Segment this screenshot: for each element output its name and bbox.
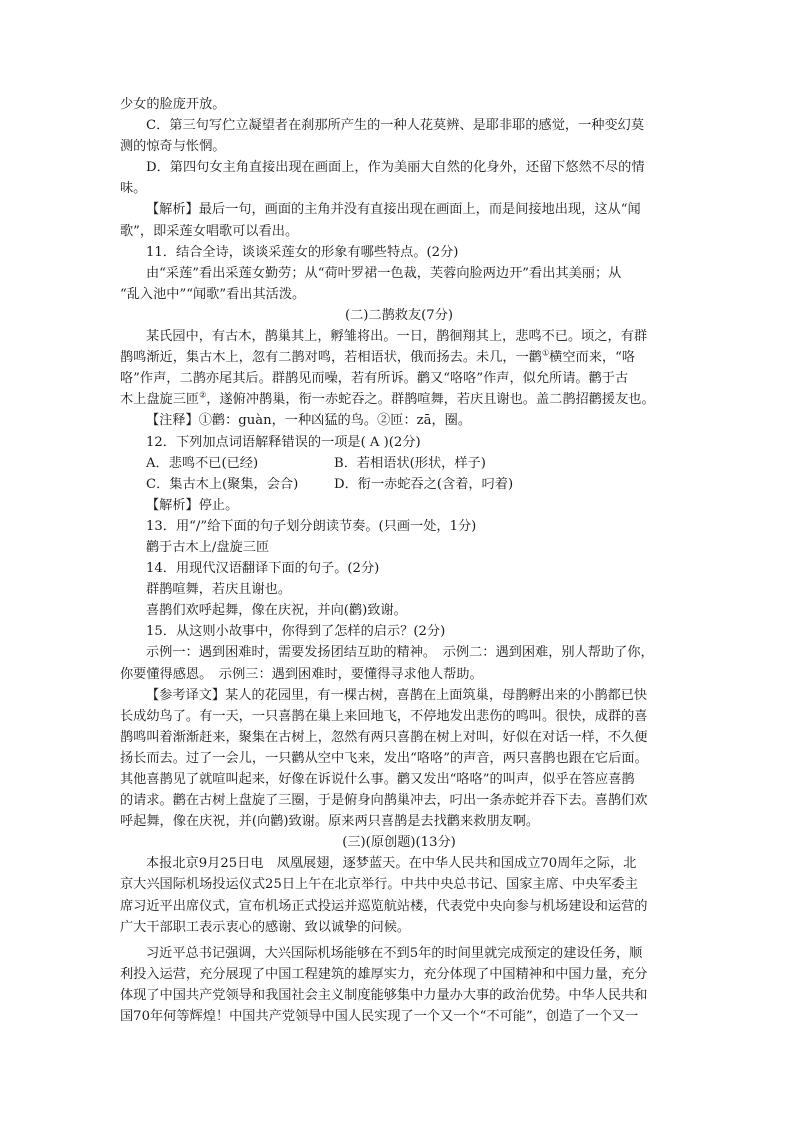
text-segment: 鹊鸣渐近，集古木上，忽有二鹊对鸣，若相语状，俄而扬去。未几，一鹳: [120, 350, 542, 366]
text-line: 测的惊奇与怅惘。: [120, 139, 226, 155]
option-d: D．衔一赤蛇吞之(含着，叼着): [334, 476, 514, 492]
section-title-3: (三)(原创题)(13分): [342, 835, 456, 851]
options-row: [120, 453, 678, 474]
text-line: [120, 347, 678, 368]
question-14: 14．用现代汉语翻译下面的句子。(2分): [146, 561, 380, 577]
text-line: 国70年何等辉煌！中国共产党领导中国人民实现了一个又一个“不可能”，创造了一个又一: [120, 1009, 639, 1025]
answer-13: 鹳于古木上/盘旋三匝: [146, 539, 270, 555]
classical-text: 某氏园中，有古木，鹊巢其上，孵雏将出。一日，鹊徊翔其上，悲鸣不已。顷之，有群: [146, 329, 648, 345]
question-11: 11．结合全诗，谈谈采莲女的形象有哪些特点。(2分): [146, 244, 459, 260]
reference-translation: 【参考译文】某人的花园里，有一棵古树，喜鹊在上面筑巢，母鹊孵出来的小鹊都已快: [146, 687, 648, 703]
footnote-marker: ②: [199, 390, 207, 400]
text-line: 咯”作声，二鹊亦尾其后。群鹊见而噪，若有所诉。鹳又“咯咯”作声，似允所请。鹳于古: [120, 371, 629, 387]
text-segment: ，遂俯冲鹊巢，衔一赤蛇吞之。群鹊喧舞，若庆且谢也。盖二鹊招鹳援友也。: [206, 392, 655, 408]
text-line: 长成幼鸟了。有一天，一只喜鹊在巢上来回地飞，不停地发出悲伤的鸣叫。很快，成群的喜: [120, 708, 648, 724]
text-line: 体现了中国共产党领导和我国社会主义制度能够集中力量办大事的政治优势。中华人民共和: [120, 987, 648, 1003]
text-line: 你要懂得感恩。 示例三：遇到困难时，要懂得寻求他人帮助。: [120, 666, 483, 682]
text-segment: 横空而来，“咯: [549, 350, 636, 366]
text-line: [120, 389, 678, 410]
text-line: 味。: [120, 181, 147, 197]
option-a: A．悲鸣不已(已经): [146, 455, 259, 471]
option-c: C．集古木上(聚集，会合): [146, 476, 299, 492]
answer-14: 喜鹊们欢呼起舞，像在庆祝，并向(鹳)致谢。: [146, 603, 407, 619]
text-segment: 木上盘旋三匝: [120, 392, 200, 408]
text-line: 广大干部职工表示衷心的感谢、致以诚挚的问候。: [120, 919, 411, 935]
analysis: 【解析】最后一句，画面的主角并没有直接出现在画面上，而是间接地出现，这从“闻: [146, 202, 641, 218]
answer-11: 由“采莲”看出采莲女勤劳；从“荷叶罗裙一色裁，芙蓉向脸两边开”看出其美丽；从: [146, 265, 622, 281]
news-paragraph: 习近平总书记强调，大兴国际机场能够在不到5年的时间里就完成预定的建设任务，顺: [146, 945, 643, 961]
text-line: 扬长而去。过了一会儿，一只鹳从空中飞来，发出“咯咯”的声音，两只喜鹊也跟在它后面。: [120, 750, 648, 766]
option-d: D．第四句女主角直接出现在画面上，作为美丽大自然的化身外，还留下悠然不尽的情: [146, 160, 645, 176]
text-line: 京大兴国际机场投运仪式25日上午在北京举行。中共中央总书记、国家主席、中央军委主: [120, 877, 638, 893]
footnote-marker: ①: [542, 348, 550, 358]
analysis: 【解析】停止。: [146, 497, 239, 513]
text-line: 少女的脸庞开放。: [120, 97, 226, 112]
question-13: 13．用“/”给下面的句子划分朗读节奏。(只画一处，1分): [146, 518, 477, 534]
text-line: 歌”，即采莲女唱歌可以看出。: [120, 223, 299, 239]
text-line: 其他喜鹊见了就喧叫起来，好像在诉说什么事。鹳又发出“咯咯”的叫声，似乎在答应喜鹊: [120, 772, 635, 787]
options-row: [120, 474, 678, 495]
quoted-sentence: 群鹊喧舞，若庆且谢也。: [146, 582, 292, 598]
section-title-2: (二)二鹊救友(7分): [344, 307, 454, 323]
annotation: 【注释】①鹳：guàn，一种凶猛的鸟。②匝：zā，圈。: [146, 413, 472, 429]
news-paragraph: 本报北京9月25日电 凤凰展翅，逐梦蓝天。在中华人民共和国成立70周年之际，北: [146, 856, 637, 872]
text-line: 利投入运营，充分展现了中国工程建筑的雄厚实力，充分体现了中国精神和中国力量，充分: [120, 966, 648, 982]
option-b: B．若相语状(形状，样子): [334, 455, 486, 471]
answer-15: 示例一：遇到困难时，需要发扬团结互助的精神。 示例二：遇到困难，别人帮助了你，: [146, 645, 654, 661]
question-15: 15．从这则小故事中，你得到了怎样的启示？(2分): [146, 624, 446, 640]
text-line: “乱入池中”“闻歌”看出其活泼。: [120, 286, 306, 302]
text-line: 呼起舞，像在庆祝，并(向鹳)致谢。原来两只喜鹊是去找鹳来救朋友啊。: [120, 814, 540, 830]
question-12: 12．下列加点词语解释错误的一项是( A )(2分): [146, 434, 421, 450]
option-c: C．第三句写伫立凝望者在刹那所产生的一种人花莫辨、是耶非耶的感觉，一种变幻莫: [146, 118, 645, 134]
text-line: 的请求。鹳在古树上盘旋了三圈，于是俯身向鹊巢冲去，叼出一条赤蛇并吞下去。喜鹊们欢: [120, 793, 648, 809]
text-line: 席习近平出席仪式，宣布机场正式投运并巡览航站楼，代表党中央向参与机场建设和运营的: [120, 898, 648, 914]
document-page: [120, 94, 678, 1027]
text-line: 鹊鸣叫着渐渐赶来，聚集在古树上，忽然有两只喜鹊在树上对叫，好似在对话一样，不久便: [120, 729, 648, 745]
